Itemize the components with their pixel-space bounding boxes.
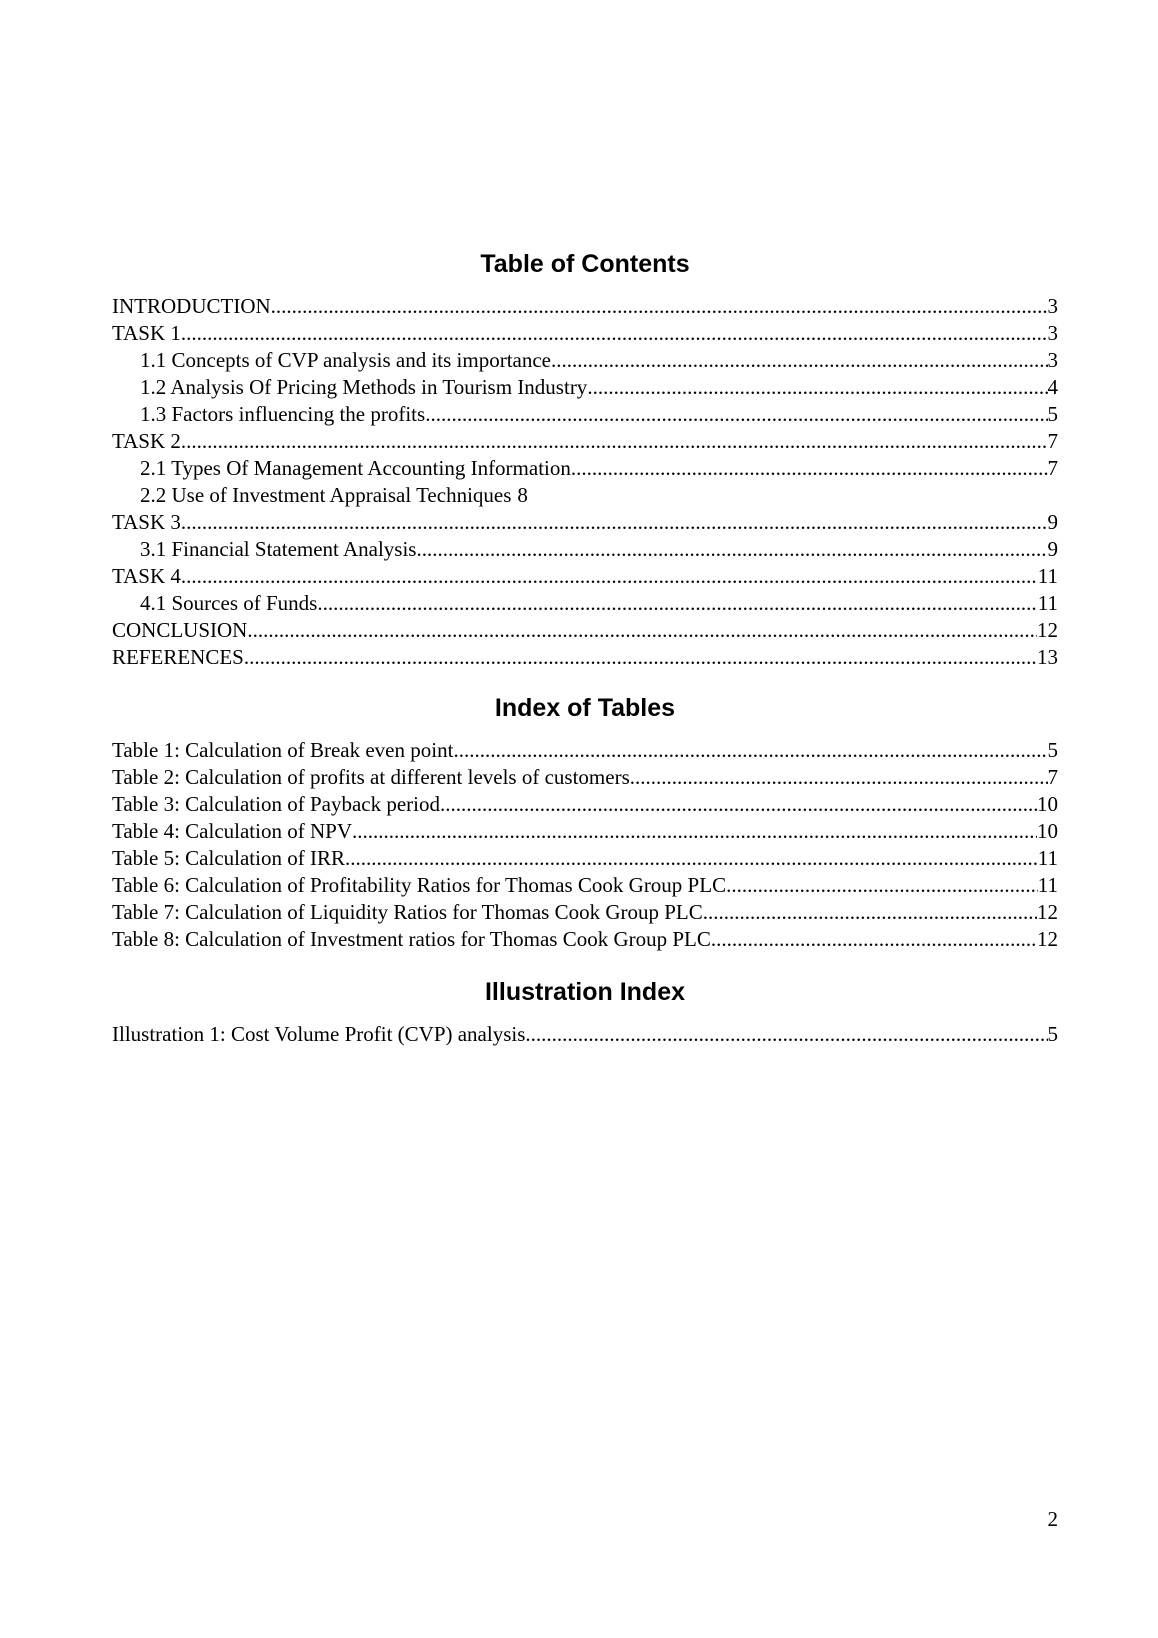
toc-entry-task-4[interactable] [112,563,1058,590]
tables-index-list [112,737,1058,953]
toc-entry-references[interactable] [112,644,1058,671]
toc-entry-label: TASK 1 [112,321,181,345]
dot-leader [525,1021,1047,1048]
table-index-entry-page: 11 [1037,846,1058,870]
toc-entry-page: 8 [517,483,528,507]
illustration-index-list [112,1021,1058,1048]
table-index-entry-label: Table 7: Calculation of Liquidity Ratios for Thomas Cook Group PLC [112,900,703,924]
page-number: 2 [1047,1507,1058,1531]
dot-leader [440,791,1037,818]
table-index-entry-2[interactable] [112,764,1058,791]
table-index-entry-5[interactable] [112,845,1058,872]
table-index-entry-page: 5 [1047,738,1058,762]
toc-entry-4-1[interactable] [112,590,1058,617]
dot-leader [247,617,1037,644]
toc-entry-label: 2.2 Use of Investment Appraisal Techniques [140,483,512,507]
toc-entry-page: 4 [1047,375,1058,399]
toc-entry-label: 1.3 Factors influencing the profits [140,402,426,426]
toc-list [112,293,1058,671]
toc-entry-page: 7 [1047,456,1058,480]
toc-entry-page: 3 [1047,294,1058,318]
table-index-entry-page: 10 [1037,819,1058,843]
toc-entry-1-3[interactable] [112,401,1058,428]
toc-entry-page: 9 [1047,537,1058,561]
toc-entry-page: 12 [1037,618,1058,642]
toc-entry-page: 5 [1047,402,1058,426]
table-index-entry-page: 11 [1037,873,1058,897]
dot-leader [711,926,1037,953]
illustration-index-entry-page: 5 [1047,1022,1058,1046]
toc-entry-page: 3 [1047,348,1058,372]
table-index-entry-label: Table 6: Calculation of Profitability Ratios for Thomas Cook Group PLC [112,873,727,897]
dot-leader [181,320,1048,347]
toc-entry-1-1[interactable] [112,347,1058,374]
table-index-entry-label: Table 5: Calculation of IRR [112,846,345,870]
dot-leader [317,590,1037,617]
dot-leader [244,644,1037,671]
toc-title: Table of Contents [480,250,690,278]
toc-entry-3-1[interactable] [112,536,1058,563]
toc-entry-label: 3.1 Financial Statement Analysis [140,537,417,561]
toc-entry-label: TASK 3 [112,510,181,534]
toc-entry-label: REFERENCES [112,645,244,669]
dot-leader [425,401,1047,428]
table-index-entry-4[interactable] [112,818,1058,845]
toc-entry-conclusion[interactable] [112,617,1058,644]
toc-entry-label: 1.1 Concepts of CVP analysis and its importance [140,348,551,372]
toc-entry-1-2[interactable] [112,374,1058,401]
dot-leader [271,293,1048,320]
table-index-entry-1[interactable] [112,737,1058,764]
dot-leader [181,563,1038,590]
illustration-index-entry-label: Illustration 1: Cost Volume Profit (CVP) analysis [112,1022,526,1046]
dot-leader [181,509,1048,536]
tables-index-title: Index of Tables [494,694,676,722]
toc-entry-2-2[interactable] [112,482,1058,509]
toc-entry-label: INTRODUCTION [112,294,271,318]
dot-leader [416,536,1047,563]
table-index-entry-page: 12 [1037,900,1058,924]
toc-entry-introduction[interactable] [112,293,1058,320]
toc-entry-page: 11 [1037,564,1058,588]
table-index-entry-label: Table 2: Calculation of profits at different levels of customers [112,765,630,789]
dot-leader [345,845,1038,872]
illustration-index-title: Illustration Index [484,978,686,1006]
illustration-index-entry-1[interactable] [112,1021,1058,1048]
table-index-entry-page: 12 [1037,927,1058,951]
toc-entry-task-3[interactable] [112,509,1058,536]
table-index-entry-3[interactable] [112,791,1058,818]
toc-entry-task-1[interactable] [112,320,1058,347]
table-index-entry-8[interactable] [112,926,1058,953]
dot-leader [630,764,1048,791]
toc-entry-label: TASK 4 [112,564,181,588]
table-index-entry-6[interactable] [112,872,1058,899]
dot-leader [352,818,1037,845]
table-index-entry-page: 10 [1037,792,1058,816]
toc-entry-page: 11 [1037,591,1058,615]
dot-leader [703,899,1037,926]
dot-leader [726,872,1038,899]
toc-entry-task-2[interactable] [112,428,1058,455]
table-index-entry-label: Table 8: Calculation of Investment ratios for Thomas Cook Group PLC [112,927,711,951]
toc-entry-label: 4.1 Sources of Funds [140,591,318,615]
toc-entry-page: 9 [1047,510,1058,534]
dot-leader [453,737,1047,764]
toc-entry-page: 3 [1047,321,1058,345]
toc-entry-page: 7 [1047,429,1058,453]
table-index-entry-label: Table 3: Calculation of Payback period [112,792,441,816]
table-index-entry-label: Table 1: Calculation of Break even point [112,738,454,762]
dot-leader [571,455,1048,482]
dot-leader [587,374,1047,401]
dot-leader [181,428,1048,455]
toc-entry-label: CONCLUSION [112,618,248,642]
toc-entry-label: 1.2 Analysis Of Pricing Methods in Tourism Industry [140,375,588,399]
table-index-entry-7[interactable] [112,899,1058,926]
table-index-entry-label: Table 4: Calculation of NPV [112,819,352,843]
table-index-entry-page: 7 [1047,765,1058,789]
toc-entry-label: TASK 2 [112,429,181,453]
dot-leader [551,347,1048,374]
toc-entry-label: 2.1 Types Of Management Accounting Information [140,456,571,480]
toc-entry-page: 13 [1037,645,1058,669]
toc-entry-2-1[interactable] [112,455,1058,482]
